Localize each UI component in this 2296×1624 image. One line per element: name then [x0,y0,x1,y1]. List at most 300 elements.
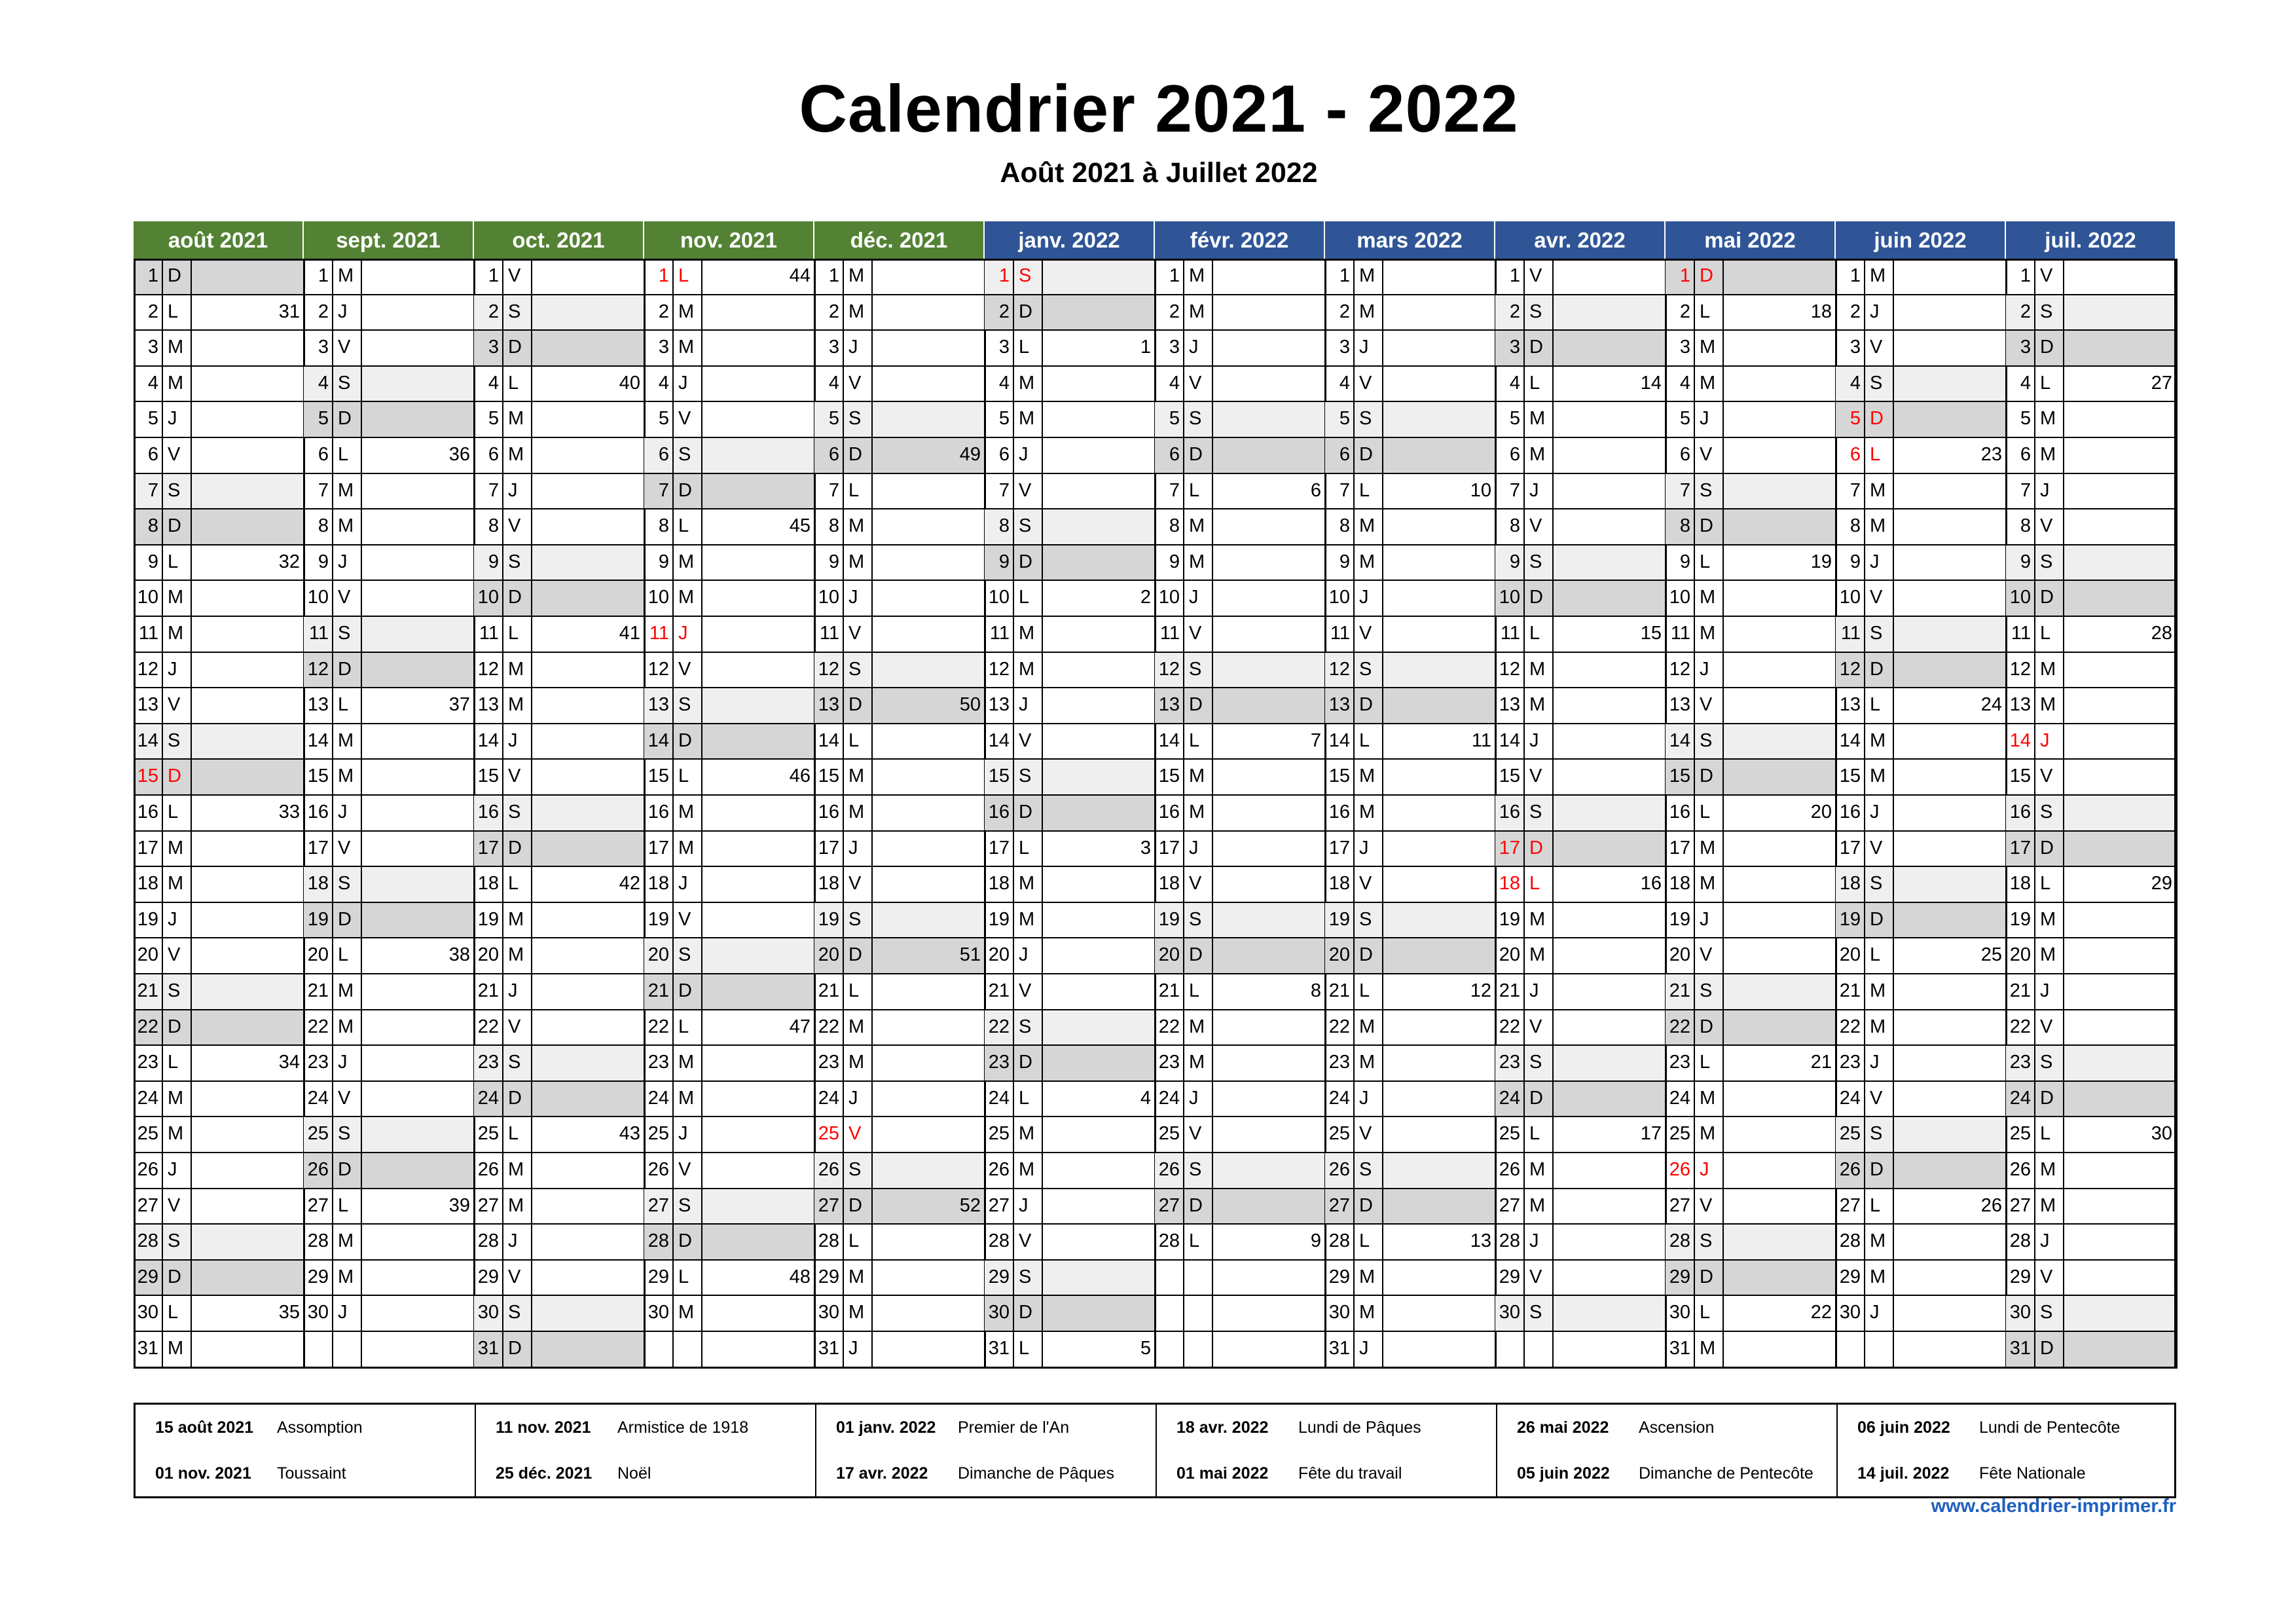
weekday-letter: J [1529,729,1539,751]
weekday-letter: M [338,1266,354,1287]
weekday-letter: M [508,444,524,465]
weekday-letter: D [843,1189,872,1225]
weekday-letter: L [1870,444,1881,465]
week-number: 27 [2151,372,2172,394]
day-number: 25 [1328,1123,1350,1145]
weekday-letter: V [168,944,181,966]
weekday-letter: M [1359,1052,1376,1073]
weekday-letter: M [1700,337,1716,358]
weekday-letter: V [2040,515,2053,537]
weekday-letter: M [678,551,695,572]
weekday-letter: D [673,1224,702,1260]
day-number: 26 [1836,1153,1865,1189]
holiday-column [136,1405,476,1496]
weekday-letter: J [848,1087,858,1109]
weekday-letter: L [168,802,179,822]
day-number: 6 [318,444,329,465]
weekday-letter: J [1870,551,1880,572]
week-number: 16 [1640,873,1662,895]
day-number: 10 [988,587,1010,608]
weekday-letter: D [1694,259,1723,295]
weekday-letter: S [162,473,191,509]
day-number: 8 [1169,515,1180,537]
day-number: 10 [1495,580,1524,616]
weekday-letter: V [1019,729,1032,751]
day-number: 26 [814,1153,843,1189]
day-number: 15 [1328,766,1350,787]
day-number: 7 [1850,479,1861,501]
weekday-letter: M [2040,694,2056,716]
day-number: 28 [1666,1224,1694,1260]
day-number: 3 [828,337,839,358]
day-number: 7 [998,479,1010,501]
week-number: 3 [1140,837,1151,858]
week-number: 5 [1140,1338,1151,1359]
day-number: 17 [1495,831,1524,867]
day-number: 20 [644,938,673,974]
day-number: 5 [2020,408,2031,430]
weekday-letter: M [1529,1194,1546,1216]
day-number: 11 [819,623,839,644]
weekday-letter: M [1019,873,1035,895]
weekday-letter: D [1184,1189,1212,1225]
weekday-letter: J [1870,802,1880,822]
day-number: 25 [988,1123,1010,1145]
day-number: 10 [307,587,329,608]
day-number: 29 [134,1260,162,1296]
day-number: 14 [1328,729,1350,751]
day-number: 3 [147,337,158,358]
day-number: 28 [477,1230,499,1252]
day-number: 7 [134,473,162,509]
day-number: 29 [1666,1260,1694,1296]
day-number: 27 [1325,1189,1354,1225]
weekday-letter: S [333,1116,361,1153]
day-number: 21 [644,974,673,1010]
day-number: 28 [1158,1230,1180,1252]
day-number: 9 [1679,551,1690,572]
weekday-letter: D [1184,938,1212,974]
weekday-letter: V [848,623,862,644]
week-number: 21 [1810,1052,1832,1073]
day-number: 5 [1836,401,1865,437]
day-number: 1 [1339,265,1350,286]
weekday-letter: J [168,658,177,680]
day-number: 20 [137,944,158,966]
day-number: 11 [1330,623,1350,644]
weekday-letter: M [2040,908,2056,930]
weekday-letter: M [1700,372,1716,394]
weekday-letter: V [508,1016,521,1037]
weekday-letter: J [508,1230,518,1252]
week-number: 43 [619,1123,640,1145]
weekday-letter: S [1524,295,1553,331]
day-number: 28 [818,1230,839,1252]
week-number: 24 [1980,694,2002,716]
day-number: 25 [647,1123,669,1145]
day-number: 9 [658,551,669,572]
weekday-letter: S [1694,724,1723,760]
weekday-letter: M [1359,766,1376,787]
holiday-date: 18 avr. 2022 [1176,1418,1269,1437]
day-number: 4 [2020,372,2031,394]
day-number: 27 [644,1189,673,1225]
holiday-name: Noël [617,1464,651,1483]
day-number: 23 [1669,1052,1690,1073]
day-number: 7 [1509,479,1520,501]
weekday-letter: S [1013,259,1042,295]
weekday-letter: M [508,1194,524,1216]
weekday-letter: V [168,1194,181,1216]
day-number: 18 [304,866,333,902]
day-number: 30 [2006,1295,2035,1331]
day-number: 12 [988,658,1010,680]
day-number: 13 [1155,688,1184,724]
holiday-name: Dimanche de Pentecôte [1639,1464,1813,1483]
day-number: 23 [1839,1052,1861,1073]
weekday-letter: M [338,265,354,286]
holiday-entry [476,1450,815,1496]
weekday-letter: J [508,729,518,751]
weekday-letter: L [1700,301,1711,322]
day-number: 6 [2020,444,2031,465]
weekday-letter: D [1354,688,1383,724]
weekday-letter: J [338,802,348,822]
day-number: 17 [474,831,503,867]
day-number: 7 [318,479,329,501]
holiday-entry [1497,1450,1836,1496]
weekday-letter: V [678,408,691,430]
week-number: 52 [872,1189,985,1225]
week-number: 12 [1470,980,1491,1001]
weekday-letter: M [168,873,184,895]
weekday-letter: S [2035,795,2064,831]
day-number: 1 [828,265,839,286]
weekday-letter: D [673,974,702,1010]
weekday-letter: L [1189,1230,1200,1252]
day-number: 19 [814,902,843,938]
weekday-letter: J [1870,1302,1880,1323]
weekday-letter: D [2035,580,2064,616]
weekday-letter: V [1359,372,1372,394]
week-number: 8 [1310,980,1321,1001]
day-number: 19 [988,908,1010,930]
day-number: 9 [985,545,1013,581]
day-number: 26 [1499,1159,1520,1180]
weekday-letter: M [848,551,865,572]
day-number: 28 [1839,1230,1861,1252]
day-number: 23 [1495,1045,1524,1081]
day-number: 13 [137,694,158,716]
holiday-date: 17 avr. 2022 [836,1464,928,1483]
day-number: 13 [988,694,1010,716]
day-number: 12 [304,652,333,688]
weekday-letter: L [1359,1230,1370,1252]
day-number: 29 [985,1260,1013,1296]
weekday-letter: V [338,1087,351,1109]
day-number: 5 [1509,408,1520,430]
day-number: 5 [814,401,843,437]
weekday-letter: V [338,337,351,358]
weekday-letter: L [1019,1338,1030,1359]
weekday-letter: J [1189,337,1199,358]
weekday-letter: M [338,1230,354,1252]
weekday-letter: M [338,766,354,787]
weekday-letter: M [168,337,184,358]
weekday-letter: M [168,1123,184,1145]
day-number: 23 [137,1052,158,1073]
weekday-letter: D [503,580,532,616]
weekday-letter: J [848,1338,858,1359]
weekday-letter: M [1529,658,1546,680]
weekday-letter: J [1529,479,1539,501]
day-number: 18 [1328,873,1350,895]
weekday-letter: L [2040,623,2051,644]
day-number: 16 [1839,802,1861,822]
weekday-letter: M [168,1087,184,1109]
holiday-name: Armistice de 1918 [617,1418,749,1437]
weekday-letter: D [1865,401,1893,437]
weekday-letter: M [1870,766,1886,787]
weekday-letter: D [1694,509,1723,545]
day-number: 9 [2006,545,2035,581]
weekday-letter: M [678,802,695,822]
weekday-letter: D [1865,902,1893,938]
day-number: 8 [134,509,162,545]
weekday-letter: S [1694,974,1723,1010]
weekday-letter: M [508,908,524,930]
day-number: 25 [304,1116,333,1153]
day-number: 17 [1328,837,1350,858]
day-number: 8 [1666,509,1694,545]
weekday-letter: M [1019,908,1035,930]
day-number: 2 [1679,301,1690,322]
weekday-letter: J [338,1302,348,1323]
weekday-letter: D [333,652,361,688]
day-number: 14 [307,729,329,751]
weekday-letter: S [162,724,191,760]
weekday-letter: J [2040,1230,2050,1252]
weekday-letter: D [162,759,191,795]
day-number: 4 [304,366,333,402]
weekday-letter: M [1019,658,1035,680]
day-number: 28 [644,1224,673,1260]
weekday-letter: S [673,688,702,724]
day-number: 8 [1850,515,1861,537]
month-header: août 2021 [134,221,304,259]
weekday-letter: L [1359,980,1370,1001]
holiday-date: 01 nov. 2021 [155,1464,251,1483]
week-number: 33 [278,802,300,822]
day-number: 7 [1339,479,1350,501]
weekday-letter: D [1865,1153,1893,1189]
weekday-letter: M [168,1338,184,1359]
weekday-letter: S [1865,366,1893,402]
day-number: 28 [2009,1230,2031,1252]
weekday-letter: D [1865,652,1893,688]
weekday-letter: L [1870,694,1881,716]
day-number: 5 [1325,401,1354,437]
day-number: 22 [818,1016,839,1037]
weekday-letter: J [1700,408,1709,430]
weekday-letter: M [2040,944,2056,966]
weekday-letter: V [508,766,521,787]
weekday-letter: L [2040,372,2051,394]
day-number: 27 [477,1194,499,1216]
day-number: 14 [134,724,162,760]
day-number: 1 [1509,265,1520,286]
weekday-letter: M [848,301,865,322]
holiday-name: Lundi de Pâques [1298,1418,1421,1437]
day-number: 16 [307,802,329,822]
day-number: 26 [1669,1159,1690,1180]
day-number: 22 [477,1016,499,1037]
weekday-letter: M [2040,658,2056,680]
day-number: 23 [818,1052,839,1073]
weekday-letter: J [1019,694,1029,716]
weekday-letter: M [1189,766,1205,787]
holiday-entry [476,1405,815,1450]
holiday-column [816,1405,1157,1496]
weekday-letter: V [1359,1123,1372,1145]
day-number: 4 [1836,366,1865,402]
day-number: 6 [998,444,1010,465]
day-number: 14 [1158,729,1180,751]
month-header: juin 2022 [1836,221,2006,259]
weekday-letter: D [1354,938,1383,974]
weekday-letter: M [848,1016,865,1037]
weekday-letter: S [1013,509,1042,545]
day-number: 21 [2009,980,2031,1001]
day-number: 14 [988,729,1010,751]
week-number: 29 [2151,873,2172,895]
day-number: 19 [1836,902,1865,938]
week-number: 50 [872,688,985,724]
weekday-letter: D [333,902,361,938]
weekday-letter: V [338,587,351,608]
weekday-letter: M [168,587,184,608]
weekday-letter: J [168,408,177,430]
day-number: 20 [1325,938,1354,974]
week-number: 32 [278,551,300,572]
weekday-letter: L [168,1302,179,1323]
day-number: 3 [318,337,329,358]
day-number: 1 [1169,265,1180,286]
month-header: juil. 2022 [2006,221,2176,259]
weekday-letter: M [678,1302,695,1323]
month-header: janv. 2022 [985,221,1155,259]
day-number: 12 [1669,658,1690,680]
day-number: 4 [1169,372,1180,394]
weekday-letter: M [338,515,354,537]
week-number: 23 [1980,444,2002,465]
weekday-letter: S [503,1045,532,1081]
day-number: 11 [304,616,333,652]
weekday-letter: L [168,301,179,322]
weekday-letter: M [678,1052,695,1073]
week-number: 40 [619,372,640,394]
weekday-letter: M [1870,1266,1886,1287]
weekday-letter: D [1013,1045,1042,1081]
weekday-letter: J [678,372,688,394]
day-number: 15 [307,766,329,787]
week-number: 7 [1310,729,1321,751]
week-number: 47 [789,1016,811,1037]
day-number: 2 [1339,301,1350,322]
website-link[interactable]: www.calendrier-imprimer.fr [1931,1496,2176,1517]
weekday-letter: J [1700,658,1709,680]
day-number: 17 [2006,831,2035,867]
day-number: 23 [307,1052,329,1073]
weekday-letter: M [2040,408,2056,430]
week-number: 2 [1140,587,1151,608]
weekday-letter: J [508,980,518,1001]
day-number: 24 [988,1087,1010,1109]
holiday-entry [136,1450,475,1496]
weekday-letter: M [1529,444,1546,465]
weekday-letter: M [1700,587,1716,608]
day-number: 3 [1339,337,1350,358]
day-number: 9 [1495,545,1524,581]
weekday-letter: V [338,837,351,858]
weekday-letter: S [1865,866,1893,902]
holiday-date: 15 août 2021 [155,1418,254,1437]
day-number: 10 [1328,587,1350,608]
weekday-letter: D [1354,437,1383,473]
weekday-letter: V [2040,265,2053,286]
week-number: 28 [2151,623,2172,644]
weekday-letter: S [843,401,872,437]
weekday-letter: J [1359,837,1369,858]
weekday-letter: S [162,1224,191,1260]
weekday-letter: V [1189,372,1202,394]
weekday-letter: D [503,1081,532,1117]
day-number: 15 [2009,766,2031,787]
day-number: 11 [2011,623,2031,644]
holiday-date: 01 janv. 2022 [836,1418,936,1437]
day-number: 1 [488,265,499,286]
weekday-letter: M [1359,551,1376,572]
weekday-letter: D [1013,545,1042,581]
day-number: 31 [988,1338,1010,1359]
weekday-letter: V [678,1159,691,1180]
day-number: 17 [1839,837,1861,858]
day-number: 12 [1325,652,1354,688]
day-number: 24 [1328,1087,1350,1109]
day-number: 2 [318,301,329,322]
weekday-letter: S [2035,545,2064,581]
weekday-letter: V [1529,515,1542,537]
week-number: 4 [1140,1087,1151,1109]
day-number: 15 [134,759,162,795]
weekday-letter: M [1700,623,1716,644]
weekday-letter: S [1865,616,1893,652]
weekday-letter: S [843,652,872,688]
holiday-date: 25 déc. 2021 [496,1464,592,1483]
day-number: 21 [307,980,329,1001]
day-number: 20 [988,944,1010,966]
day-number: 26 [1325,1153,1354,1189]
day-number: 27 [814,1189,843,1225]
day-number: 6 [488,444,499,465]
day-number: 13 [477,694,499,716]
week-number: 38 [448,944,470,966]
weekday-letter: D [1694,759,1723,795]
week-number: 45 [789,515,811,537]
day-number: 12 [1155,652,1184,688]
day-number: 17 [1669,837,1690,858]
day-number: 19 [1499,908,1520,930]
